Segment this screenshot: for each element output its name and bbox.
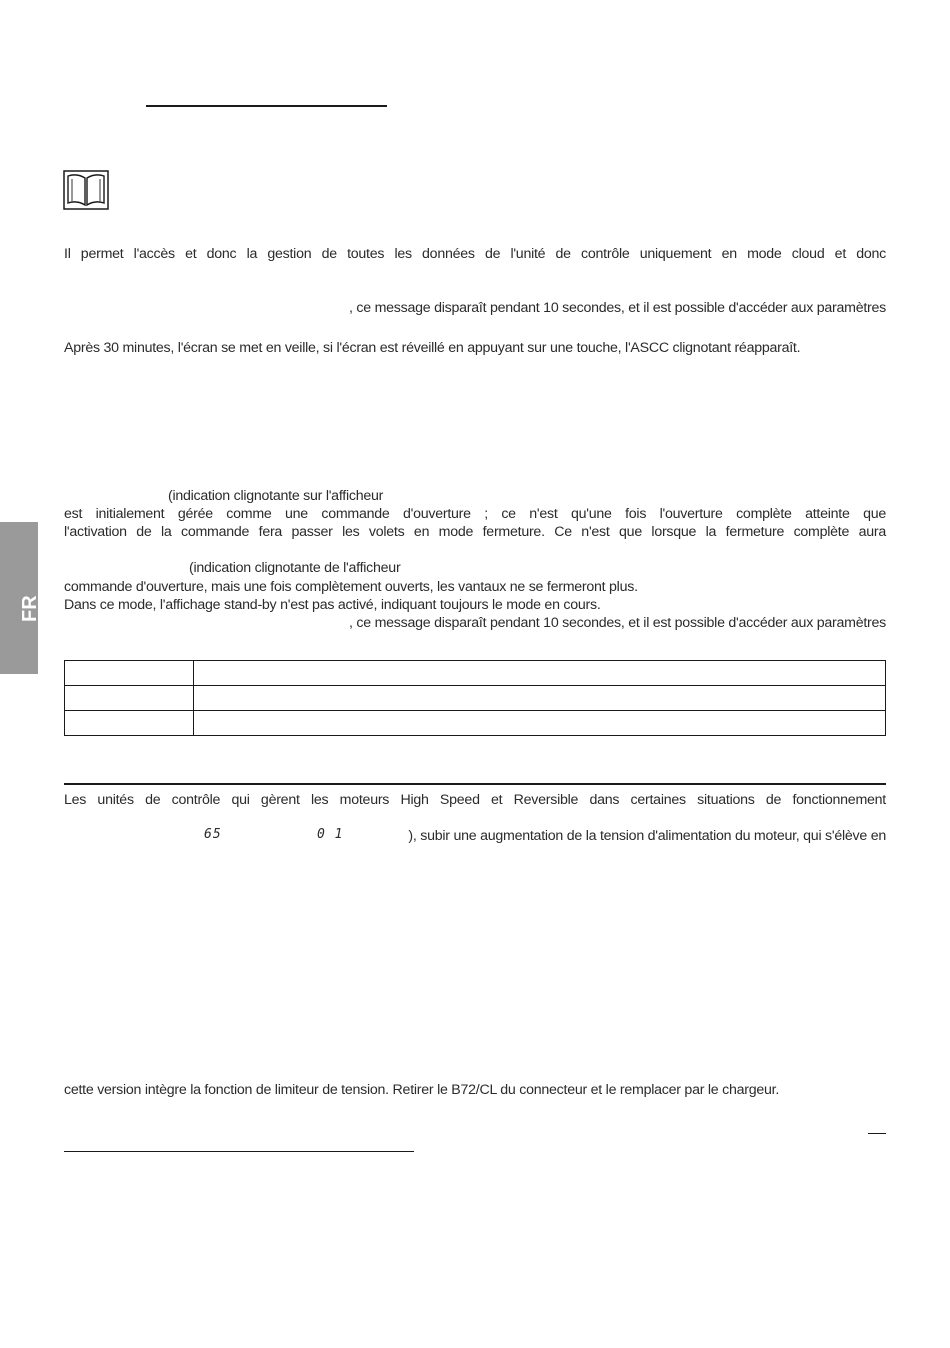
- language-tab-label: FR: [19, 595, 41, 622]
- table-row: [65, 711, 886, 736]
- table-cell: [194, 661, 886, 686]
- section-divider: [64, 783, 886, 785]
- paragraph-voltage-limiter: cette version intègre la fonction de limiteur de tension. Retirer le B72/CL du connecteur et le remplacer par le chargeur.: [64, 1082, 780, 1098]
- heading-underline: [146, 105, 387, 107]
- paragraph-mode-b-line1: commande d'ouverture, mais une fois complètement ouverts, les vantaux ne se fermeront plus.: [64, 579, 638, 595]
- paragraph-mode-a-line1: est initialement gérée comme une commande d'ouverture ; ce n'est qu'une fois l'ouverture complète atteinte que: [64, 506, 886, 522]
- paragraph-mode-b-line3: , ce message disparaît pendant 10 secondes, et il est possible d'accéder aux paramètres: [349, 615, 886, 631]
- paragraph-message-disappears: , ce message disparaît pendant 10 secondes, et il est possible d'accéder aux paramètres: [349, 300, 886, 316]
- paragraph-mode-a-head: (indication clignotante sur l'afficheur: [168, 488, 384, 504]
- display-code-65: 65: [204, 827, 222, 842]
- table-row: [65, 661, 886, 686]
- table-cell: [194, 686, 886, 711]
- paragraph-mode-a-line2: l'activation de la commande fera passer les volets en mode fermeture. Ce n'est que lorsque la fermeture complète aura: [64, 524, 886, 540]
- paragraph-voltage-increase: ), subir une augmentation de la tension d'alimentation du moteur, qui s'élève en: [408, 828, 886, 844]
- footnote-dash: [868, 1133, 886, 1134]
- table-cell: [65, 686, 194, 711]
- open-book-icon: [63, 170, 109, 210]
- paragraph-mode-b-head: (indication clignotante de l'afficheur: [189, 560, 401, 576]
- footnote-separator: [64, 1151, 414, 1152]
- paragraph-standby: Après 30 minutes, l'écran se met en veille, si l'écran est réveillé en appuyant sur une touche, l'ASCC clignotant réapparaît.: [64, 340, 801, 356]
- display-code-01: 0 1: [317, 827, 344, 842]
- table-cell: [65, 711, 194, 736]
- mode-table: [64, 660, 886, 736]
- table-cell: [194, 711, 886, 736]
- paragraph-cloud-access: Il permet l'accès et donc la gestion de toutes les données de l'unité de contrôle uniquement en mode cloud et donc: [64, 246, 886, 262]
- paragraph-high-speed: Les unités de contrôle qui gèrent les moteurs High Speed et Reversible dans certaines situations de fonctionnement: [64, 792, 886, 808]
- table-cell: [65, 661, 194, 686]
- paragraph-mode-b-line2: Dans ce mode, l'affichage stand-by n'est pas activé, indiquant toujours le mode en cours.: [64, 597, 601, 613]
- table-row: [65, 686, 886, 711]
